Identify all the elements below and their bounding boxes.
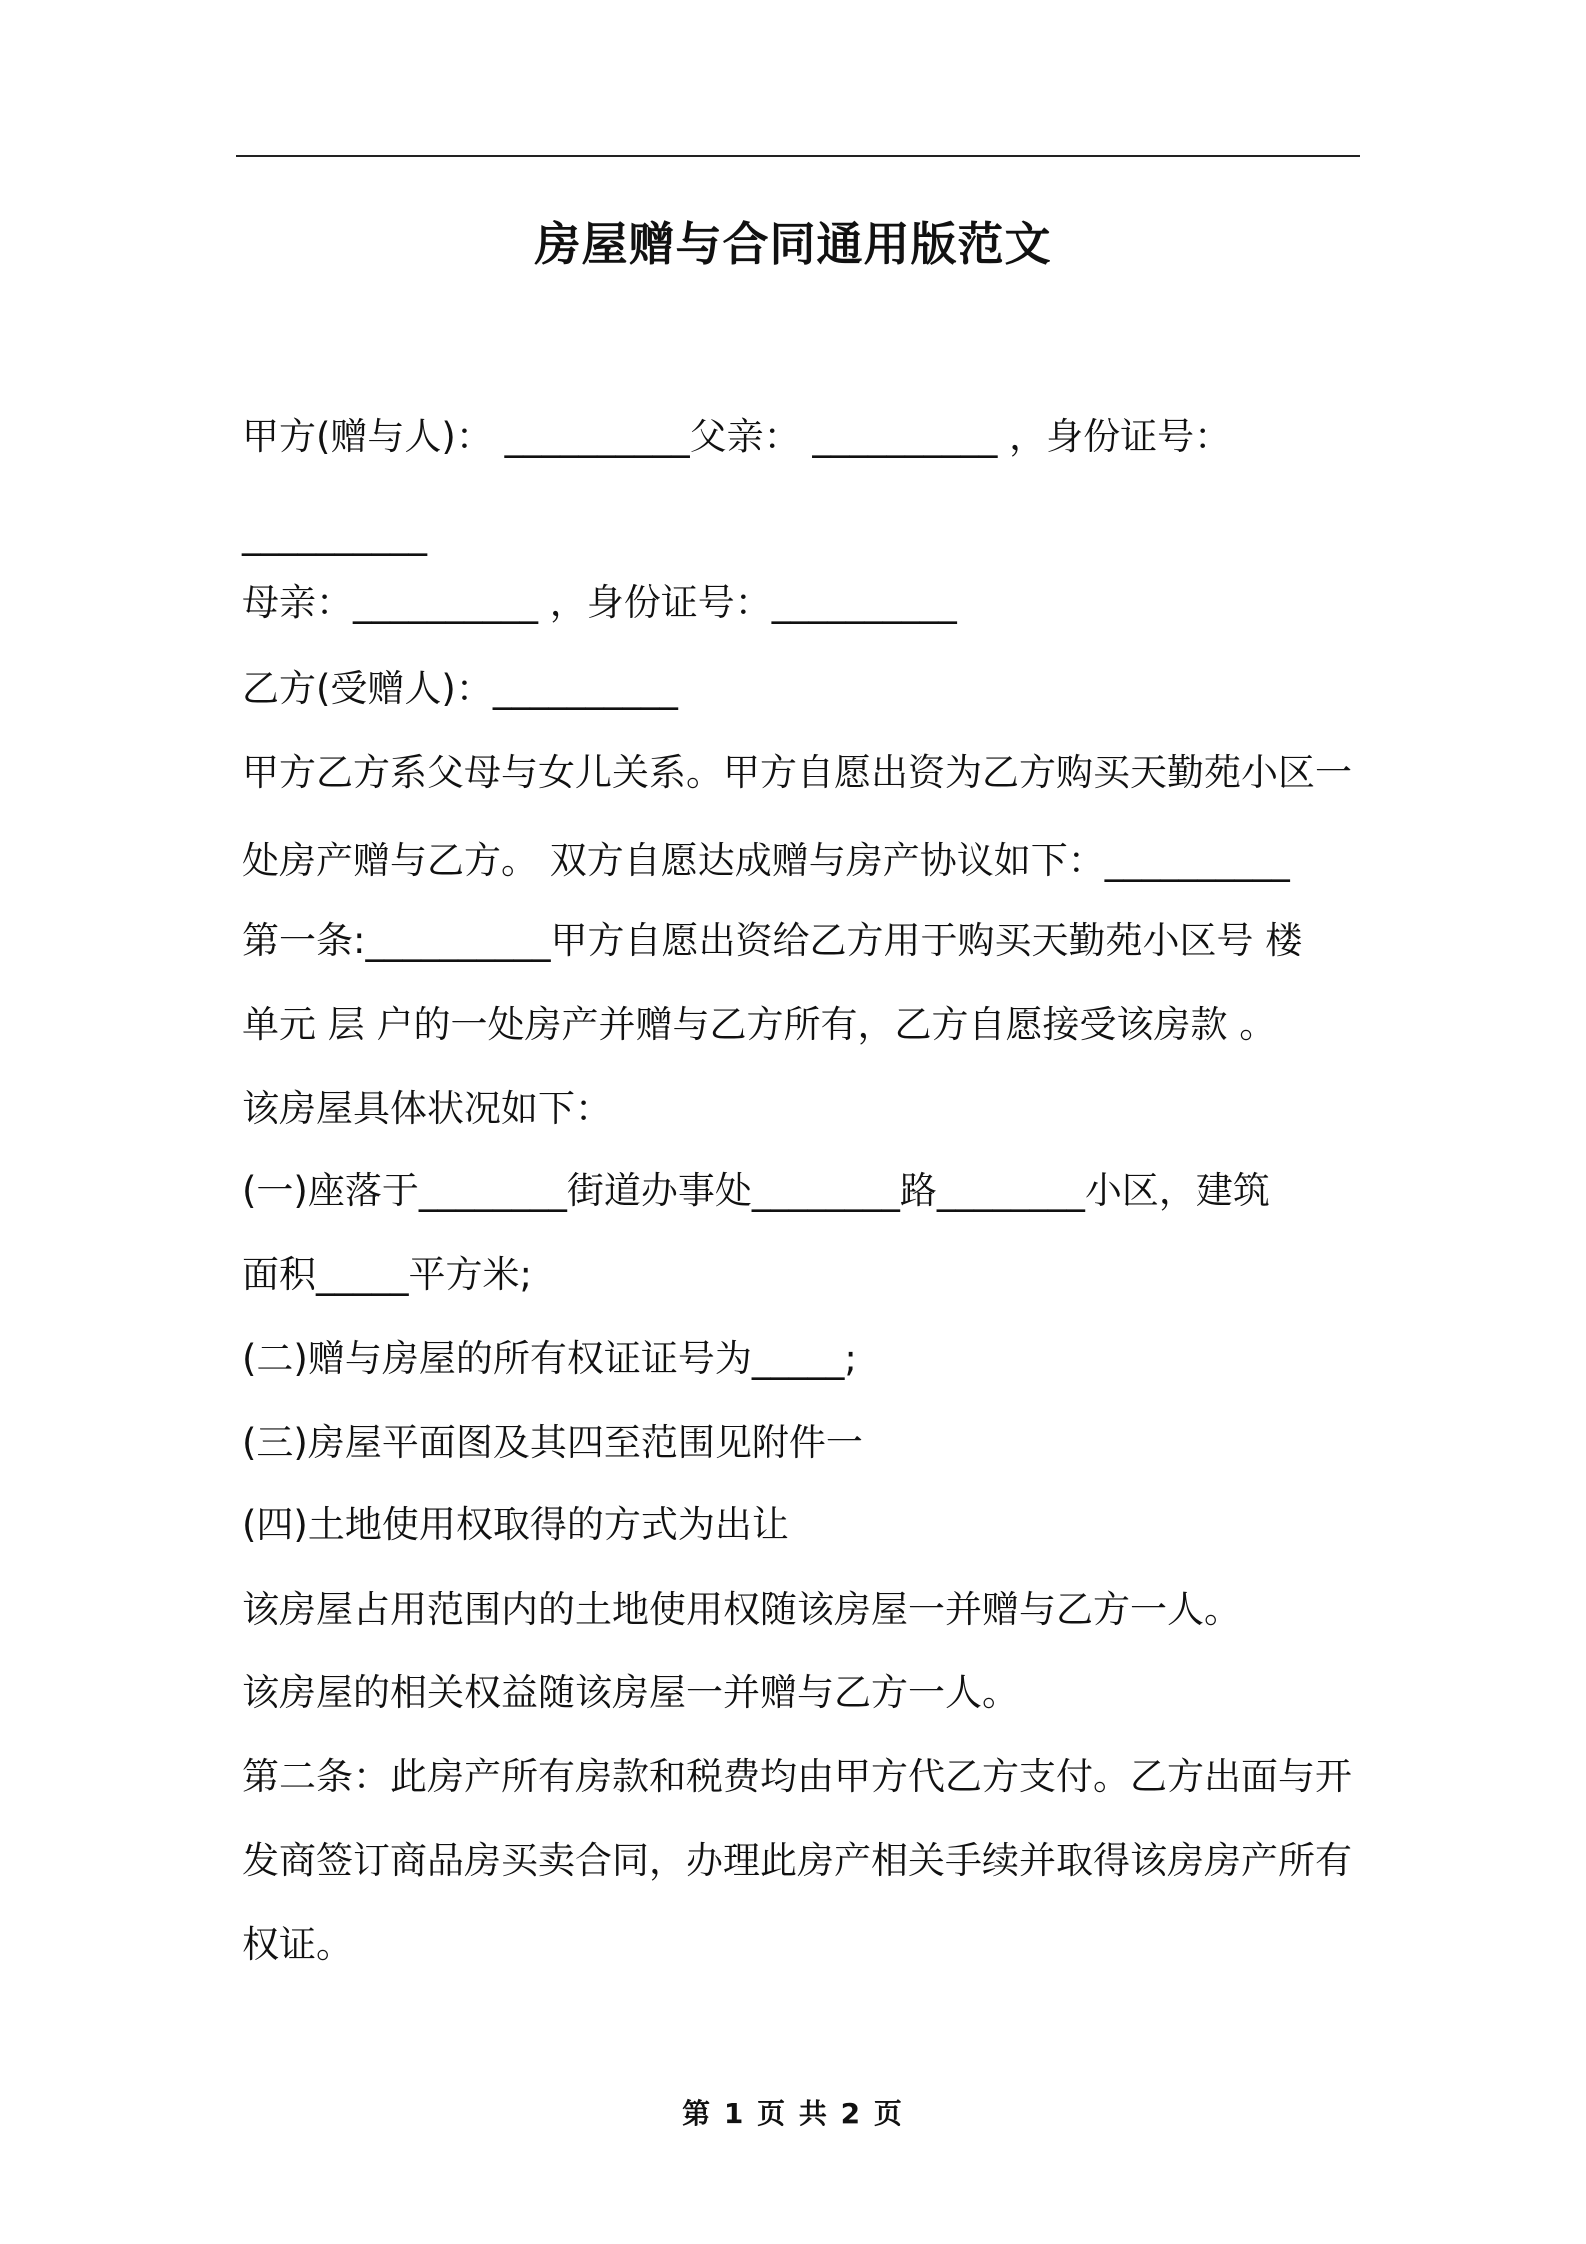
paragraph-line: 处房产赠与乙方。 双方自愿达成赠与房产协议如下：__________ — [242, 839, 1290, 882]
paragraph-line: 发商签订商品房买卖合同，办理此房产相关手续并取得该房房产所有 — [242, 1839, 1352, 1882]
header-rule — [236, 155, 1360, 157]
party-a-id-blank: __________ — [242, 513, 427, 556]
list-item: (一)座落于________街道办事处________路________小区，建筑 — [242, 1169, 1270, 1212]
paragraph-line: 该房屋的相关权益随该房屋一并赠与乙方一人。 — [242, 1671, 1019, 1714]
list-item: (三)房屋平面图及其四至范围见附件一 — [242, 1421, 863, 1464]
paragraph-line: 该房屋具体状况如下： — [242, 1087, 612, 1130]
article-two-line: 第二条：此房产所有房款和税费均由甲方代乙方支付。乙方出面与开 — [242, 1755, 1352, 1798]
paragraph-line: 面积_____平方米; — [242, 1253, 532, 1296]
article-one-line: 第一条:__________甲方自愿出资给乙方用于购买天勤苑小区号 楼 — [242, 919, 1303, 962]
party-b-line: 乙方(受赠人)：__________ — [242, 667, 678, 710]
party-a-line: 甲方(赠与人)： __________父亲： __________ ，身份证号： — [242, 415, 1232, 458]
paragraph-line: 该房屋占用范围内的土地使用权随该房屋一并赠与乙方一人。 — [242, 1588, 1241, 1631]
document-title: 房屋赠与合同通用版范文 — [534, 217, 1052, 271]
list-item: (四)土地使用权取得的方式为出让 — [242, 1503, 789, 1546]
paragraph-line: 甲方乙方系父母与女儿关系。甲方自愿出资为乙方购买天勤苑小区一 — [242, 751, 1352, 794]
page-number: 第 1 页 共 2 页 — [682, 2097, 904, 2130]
mother-line: 母亲：__________ ，身份证号：__________ — [242, 581, 957, 624]
paragraph-line: 单元 层 户的一处房产并赠与乙方所有，乙方自愿接受该房款 。 — [242, 1003, 1277, 1046]
list-item: (二)赠与房屋的所有权证证号为_____; — [242, 1337, 857, 1380]
paragraph-line: 权证。 — [242, 1923, 353, 1966]
